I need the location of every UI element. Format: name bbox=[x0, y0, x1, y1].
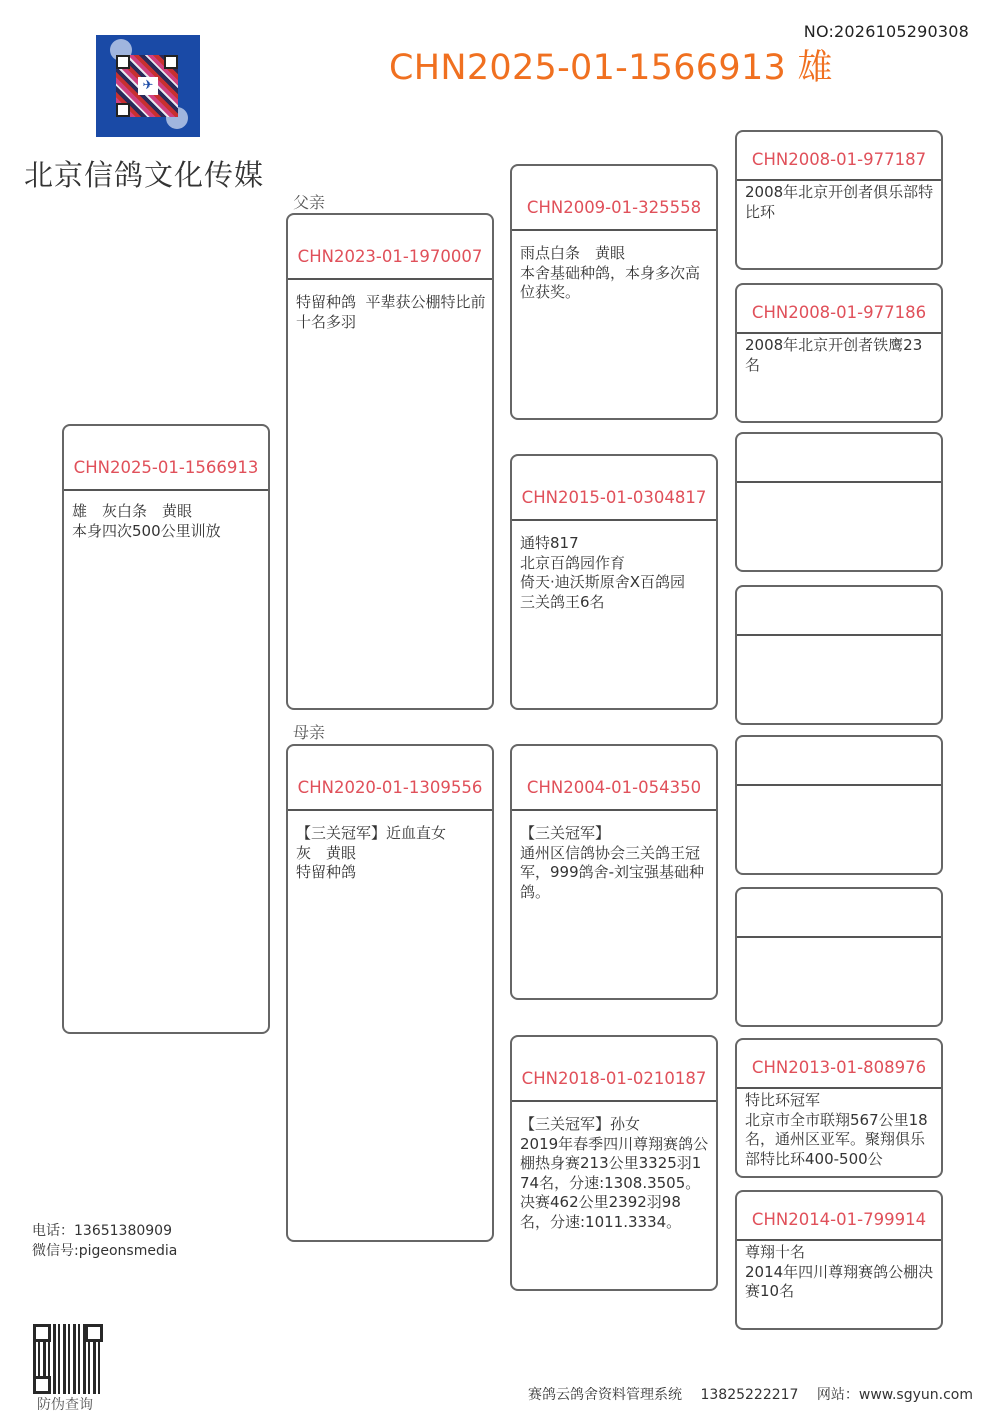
ring-number: CHN2018-01-0210187 bbox=[512, 1037, 716, 1102]
qr-finder-icon bbox=[33, 1324, 51, 1342]
pedigree-card-sire-dam bbox=[510, 454, 718, 710]
ring-number bbox=[737, 889, 941, 938]
pedigree-card-dam bbox=[286, 744, 494, 1242]
phone-number: 电话：13651380909 bbox=[32, 1223, 172, 1239]
sire-label: 父亲 bbox=[293, 193, 326, 212]
pigeon-notes: 2008年北京开创者俱乐部特比环 bbox=[745, 183, 934, 221]
pedigree-card-gen4 bbox=[735, 432, 943, 572]
pedigree-card-sire bbox=[286, 213, 494, 710]
ring-number: CHN2008-01-977186 bbox=[737, 285, 941, 334]
pedigree-card-gen4 bbox=[735, 1038, 943, 1178]
pigeon-notes: 2008年北京开创者铁鹰23名 bbox=[745, 336, 923, 374]
organization-name: 北京信鸽文化传媒 bbox=[24, 158, 265, 192]
ring-number: CHN2020-01-1309556 bbox=[288, 746, 492, 811]
pedigree-card-self bbox=[62, 424, 270, 1034]
ring-number: CHN2014-01-799914 bbox=[737, 1192, 941, 1241]
ring-number: CHN2009-01-325558 bbox=[512, 166, 716, 231]
pigeon-notes: 【三关冠军】孙女 2019年春季四川尊翔赛鸽公棚热身赛213公里3325羽174名，分速:1308.3505。决赛462公里2392羽98名，分速:1011.3334。 bbox=[520, 1115, 709, 1231]
ring-number: CHN2013-01-808976 bbox=[737, 1040, 941, 1089]
pigeon-notes: 雄 灰白条 黄眼 本身四次500公里训放 bbox=[72, 502, 221, 540]
qr-finder-icon bbox=[164, 55, 178, 69]
qr-finder-icon bbox=[85, 1324, 103, 1342]
verification-qr-code[interactable] bbox=[33, 1324, 103, 1394]
pigeon-logo-icon: ✈ bbox=[138, 77, 158, 95]
pedigree-card-dam-dam bbox=[510, 1035, 718, 1291]
page-title: CHN2025-01-1566913 雄 bbox=[389, 48, 833, 88]
ring-number bbox=[737, 737, 941, 786]
pigeon-notes: 【三关冠军】 通州区信鸽协会三关鸽王冠军，999鸽舍-刘宝强基础种鸽。 bbox=[520, 824, 705, 901]
contact-info bbox=[32, 1221, 177, 1261]
ring-number bbox=[737, 587, 941, 636]
pedigree-card-gen4 bbox=[735, 283, 943, 423]
qr-finder-icon bbox=[116, 103, 130, 117]
ring-number: CHN2004-01-054350 bbox=[512, 746, 716, 811]
pigeon-notes: 通特817 北京百鸽园作育 倚天·迪沃斯原舍X百鸽园 三关鸽王6名 bbox=[520, 534, 686, 611]
pedigree-card-gen4 bbox=[735, 585, 943, 725]
logo-qr-code bbox=[96, 35, 200, 137]
pigeon-notes: 特留种鸽 平辈获公棚特比前十名多羽 bbox=[296, 293, 486, 331]
pigeon-notes: 尊翔十名 2014年四川尊翔赛鸽公棚决赛10名 bbox=[745, 1243, 934, 1301]
document-number: NO:2026105290308 bbox=[803, 22, 969, 41]
pigeon-notes: 【三关冠军】近血直女 灰 黄眼 特留种鸽 bbox=[296, 824, 447, 882]
dam-label: 母亲 bbox=[293, 723, 326, 742]
footer-system-info: 赛鸽云鸽舍资料管理系统 13825222217 网站：www.sgyun.com bbox=[528, 1387, 973, 1403]
qr-finder-icon bbox=[116, 55, 130, 69]
pedigree-card-sire-sire bbox=[510, 164, 718, 420]
pigeon-notes: 特比环冠军 北京市全市联翔567公里18名，通州区亚军。聚翔俱乐部特比环400-500公 bbox=[745, 1091, 928, 1168]
pigeon-notes: 雨点白条 黄眼 本舍基础种鸽，本身多次高位获奖。 bbox=[520, 244, 701, 302]
pedigree-card-gen4 bbox=[735, 887, 943, 1027]
verification-label: 防伪查询 bbox=[37, 1397, 93, 1413]
ring-number: CHN2008-01-977187 bbox=[737, 132, 941, 181]
ring-number bbox=[737, 434, 941, 483]
pedigree-card-gen4 bbox=[735, 1190, 943, 1330]
ring-number: CHN2023-01-1970007 bbox=[288, 215, 492, 280]
pedigree-card-dam-sire bbox=[510, 744, 718, 1000]
pedigree-card-gen4 bbox=[735, 130, 943, 270]
qr-finder-icon bbox=[33, 1376, 51, 1394]
wechat-id: 微信号:pigeonsmedia bbox=[32, 1243, 178, 1259]
ring-number: CHN2015-01-0304817 bbox=[512, 456, 716, 521]
ring-number: CHN2025-01-1566913 bbox=[64, 426, 268, 491]
pedigree-card-gen4 bbox=[735, 735, 943, 875]
